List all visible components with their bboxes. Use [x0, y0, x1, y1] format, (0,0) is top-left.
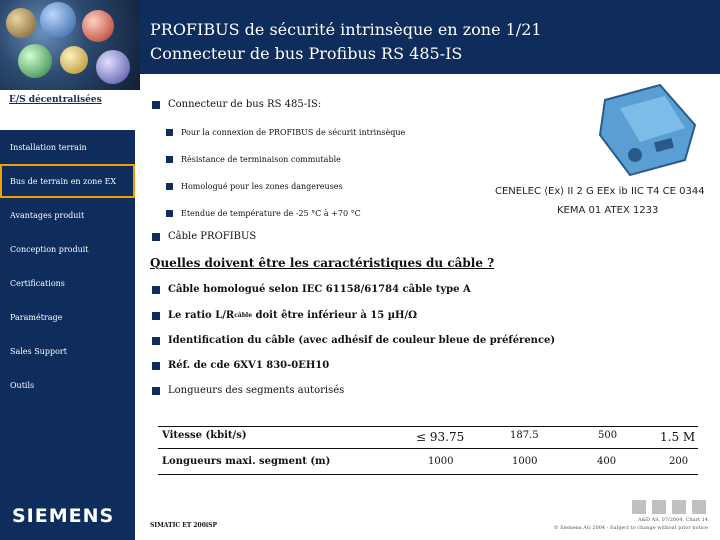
header — [0, 0, 720, 90]
sidebar-item-label: Paramétrage — [10, 312, 63, 322]
footer-copyright: © Siemens AG 2004 - Subject to change without prior notice — [553, 525, 708, 531]
bullet-text: Etendue de température de -25 °C à +70 °C — [181, 209, 361, 218]
bullet-square-icon — [166, 156, 173, 163]
bullet-text: Identification du câble (avec adhésif de couleur bleue de préférence) — [168, 335, 556, 346]
marbles-image — [0, 0, 140, 90]
table-cell: 200 — [669, 456, 689, 467]
bullet-square-icon — [152, 387, 160, 395]
bullet-text: Longueurs des segments autorisés — [168, 385, 345, 396]
table-divider — [158, 474, 698, 475]
sidebar-item-conception-produit[interactable] — [0, 232, 135, 266]
sidebar-section-label: E/S décentralisées — [9, 95, 102, 105]
siemens-logo — [0, 500, 135, 540]
bullet-square-icon — [166, 129, 173, 136]
table-cell: 500 — [598, 430, 618, 441]
brand-logo-text: SIEMENS — [12, 505, 115, 527]
table-cell: 187.5 — [510, 430, 539, 441]
sidebar-item-avantages-produit[interactable] — [0, 198, 135, 232]
sidebar-item-label: Sales Support — [10, 346, 67, 356]
sidebar-item-label: Bus de terrain en zone EX — [10, 176, 117, 186]
sidebar-item-label: Avantages produit — [10, 210, 85, 220]
sidebar — [0, 90, 135, 500]
footer-product: SIMATIC ET 200iSP — [150, 522, 218, 529]
footer-info — [548, 516, 708, 532]
title-bar — [140, 0, 720, 74]
bullet-text: Câble PROFIBUS — [168, 231, 257, 242]
table-divider — [158, 426, 698, 427]
bullet-square-icon — [152, 337, 160, 345]
sidebar-item-label: Certifications — [10, 278, 65, 288]
sidebar-item-parametrage[interactable] — [0, 300, 135, 334]
bullet-square-icon — [166, 183, 173, 190]
bullet-square-icon — [152, 286, 160, 294]
sidebar-item-label: Conception produit — [10, 244, 89, 254]
bus-connector-image — [585, 80, 710, 180]
sidebar-item-bus-de-terrain[interactable] — [0, 164, 135, 198]
bullet-text: Résistance de terminaison commutable — [181, 155, 341, 164]
sidebar-item-label: Outils — [10, 380, 35, 390]
page-title — [150, 18, 542, 66]
sidebar-item-outils[interactable] — [0, 368, 135, 402]
sidebar-item-certifications[interactable] — [0, 266, 135, 300]
title-line-2: Connecteur de bus Profibus RS 485-IS — [150, 44, 463, 63]
sub-bullet-1 — [166, 128, 405, 137]
bullet-text: Câble homologué selon IEC 61158/61784 câble type A — [168, 284, 471, 295]
bullet-text: Connecteur de bus RS 485-IS: — [168, 99, 322, 110]
bullet-segment-lengths — [152, 385, 344, 396]
title-line-1: PROFIBUS de sécurité intrinsèque en zone 1/21 — [150, 20, 542, 39]
sub-bullet-4 — [166, 209, 361, 218]
bullet-square-icon — [152, 101, 160, 109]
table-cell: 1000 — [428, 456, 454, 467]
next-slide-icon[interactable] — [672, 500, 686, 514]
sidebar-item-label: Installation terrain — [10, 142, 87, 152]
table-row-label: Longueurs maxi. segment (m) — [162, 456, 331, 467]
table-divider — [158, 448, 698, 449]
bullet-text: Pour la connexion de PROFIBUS de sécurit intrinsèque — [181, 128, 406, 137]
table-row-label: Vitesse (kbit/s) — [162, 430, 247, 441]
bullet-text: Le ratio L/R — [168, 310, 235, 321]
table-cell: 1.5 M — [660, 430, 696, 444]
bullet-square-icon — [152, 312, 160, 320]
sub-bullet-2 — [166, 155, 341, 164]
sidebar-item-installation-terrain[interactable] — [0, 130, 135, 164]
table-row — [158, 430, 698, 450]
bullet-square-icon — [152, 362, 160, 370]
bullet-connector — [152, 99, 321, 110]
bullet-text: doit être inférieur à 15 µH/Ω — [255, 310, 418, 321]
certification-number: KEMA 01 ATEX 1233 — [557, 205, 659, 216]
table-cell: ≤ 93.75 — [416, 430, 465, 444]
bullet-text: Réf. de cde 6XV1 830-0EH10 — [168, 360, 330, 371]
bullet-square-icon — [152, 233, 160, 241]
sidebar-item-sales-support[interactable] — [0, 334, 135, 368]
table-row — [158, 456, 698, 476]
footer-chart-info: A&D AS, 07/2004, Chart 14 — [637, 517, 708, 523]
bullet-text: Homologué pour les zones dangereuses — [181, 182, 343, 191]
bullet-order-number — [152, 360, 329, 371]
sub-bullet-3 — [166, 182, 343, 191]
cable-question: Quelles doivent être les caractéristiques du câble ? — [150, 256, 495, 270]
bullet-square-icon — [166, 210, 173, 217]
certification-marking: CENELEC ⟨Ex⟩ II 2 G EEx ib IIC T4 CE 0344 — [495, 186, 705, 197]
previous-slide-icon[interactable] — [652, 500, 666, 514]
sidebar-section-header[interactable] — [0, 90, 135, 130]
bullet-cable-identification — [152, 335, 555, 346]
last-slide-icon[interactable] — [692, 500, 706, 514]
bullet-cable — [152, 231, 256, 242]
table-cell: 1000 — [512, 456, 538, 467]
bullet-cable-homologated — [152, 284, 471, 295]
bullet-subscript: câble — [234, 312, 253, 319]
bullet-lr-ratio — [152, 310, 417, 321]
slide-navigation — [632, 500, 706, 514]
table-cell: 400 — [597, 456, 617, 467]
first-slide-icon[interactable] — [632, 500, 646, 514]
